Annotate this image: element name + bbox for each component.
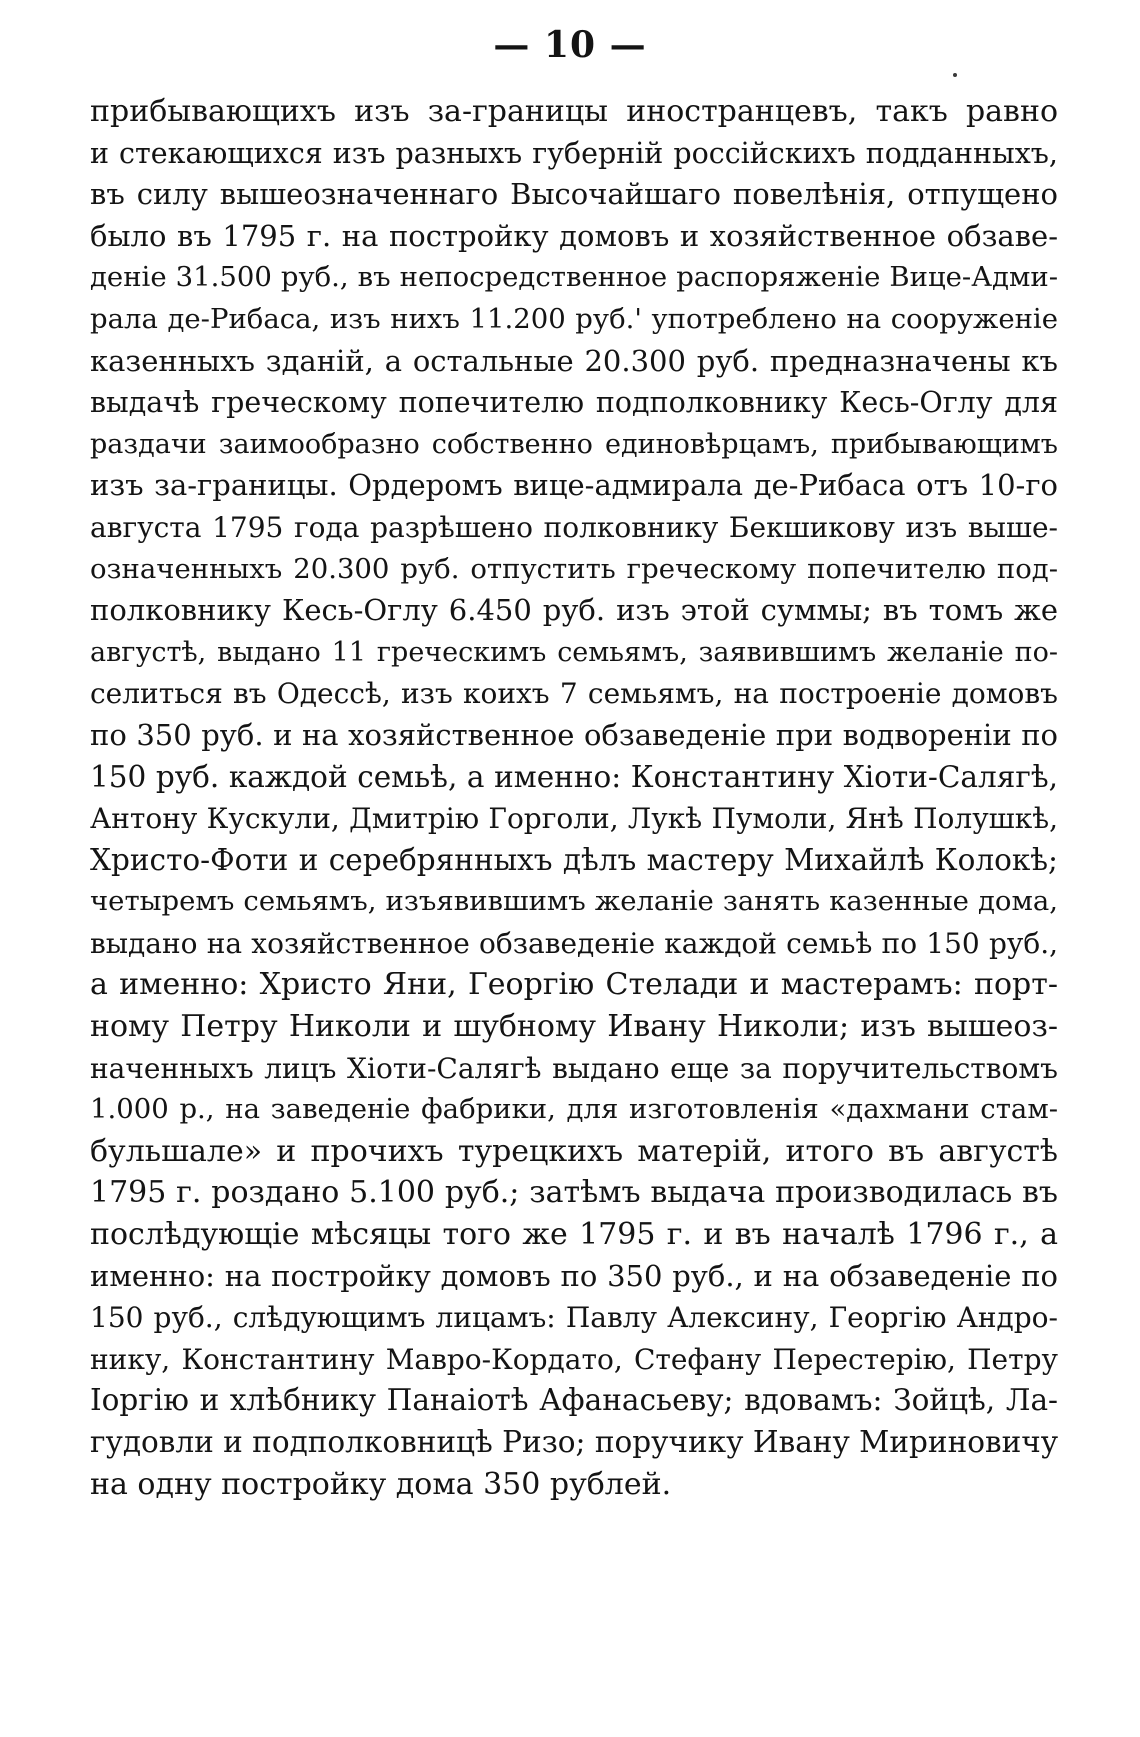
text-line: ному Петру Николи и шубному Ивану Николи; изъ вышеоз- xyxy=(90,1009,1058,1045)
text-line: четыремъ семьямъ, изъявившимъ желаніе занять казенные дома, xyxy=(90,885,1058,918)
text-line: прибывающихъ изъ за-границы иностранцевъ, такъ равно xyxy=(90,94,1058,129)
text-line: и стекающихся изъ разныхъ губерній россійскихъ подданныхъ, xyxy=(90,136,1058,170)
text-line: 150 руб., слѣдующимъ лицамъ: Павлу Алексину, Георгію Андро- xyxy=(90,1301,1058,1335)
text-line: выдано на хозяйственное обзаведеніе каждой семьѣ по 150 руб., xyxy=(90,926,1058,960)
text-line: на одну постройку дома 350 рублей. xyxy=(90,1466,672,1502)
body-text xyxy=(90,91,1058,1505)
text-line: рала де-Рибаса, изъ нихъ 11.200 руб.' употреблено на сооруженіе xyxy=(90,302,1058,335)
ink-speck xyxy=(953,73,957,77)
page-number: — 10 — xyxy=(493,24,647,66)
text-line: 1.000 р., на заведеніе фабрики, для изготовленія «дахмани стам- xyxy=(90,1093,1058,1126)
text-line: послѣдующіе мѣсяцы того же 1795 г. и въ началѣ 1796 г., а xyxy=(90,1217,1058,1253)
text-line: въ силу вышеозначеннаго Высочайшаго повелѣнія, отпущено xyxy=(90,177,1058,212)
text-line: Антону Кускули, Дмитрію Горголи, Лукѣ Пумоли, Янѣ Полушкѣ, xyxy=(90,802,1058,836)
text-line: изъ за-границы. Ордеромъ вице-адмирала де-Рибаса отъ 10-го xyxy=(90,468,1058,503)
text-line: казенныхъ зданій, а остальные 20.300 руб. предназначены къ xyxy=(90,343,1058,378)
text-line: раздачи заимообразно собственно единовѣрцамъ, прибывающимъ xyxy=(90,428,1058,460)
text-line: было въ 1795 г. на постройку домовъ и хозяйственное обзаве- xyxy=(90,218,1058,253)
text-line: а именно: Христо Яни, Георгію Стелади и мастерамъ: порт- xyxy=(90,967,1058,1003)
text-line: гудовли и подполковницѣ Ризо; поручику Ивану Мириновичу xyxy=(90,1425,1058,1459)
text-line: бульшале» и прочихъ турецкихъ матерій, итого въ августѣ xyxy=(90,1133,1058,1169)
text-line: наченныхъ лицъ Хіоти-Салягѣ выдано еще за поручительствомъ xyxy=(90,1051,1058,1085)
text-line: Христо-Фоти и серебрянныхъ дѣлъ мастеру Михайлѣ Колокѣ; xyxy=(90,842,1058,877)
text-line: полковнику Кесь-Оглу 6.450 руб. изъ этой суммы; въ томъ же xyxy=(90,593,1058,628)
text-line: августа 1795 года разрѣшено полковнику Бекшикову изъ выше- xyxy=(90,510,1058,544)
text-line: именно: на постройку домовъ по 350 руб., и на обзаведеніе по xyxy=(90,1258,1058,1293)
text-line: 150 руб. каждой семьѣ, а именно: Константину Хіоти-Салягѣ, xyxy=(90,759,1058,794)
text-line: выдачѣ греческому попечителю подполковнику Кесь-Оглу для xyxy=(90,386,1058,420)
text-line: селиться въ Одессѣ, изъ коихъ 7 семьямъ, на построеніе домовъ xyxy=(90,677,1058,711)
text-line: Іоргію и хлѣбнику Панаіотѣ Афанасьеву; вдовамъ: Зойцѣ, Ла- xyxy=(90,1383,1058,1418)
text-line: деніе 31.500 руб., въ непосредственное распоряженіе Вице-Адми- xyxy=(90,261,1058,294)
text-line: означенныхъ 20.300 руб. отпустить греческому попечителю под- xyxy=(90,552,1058,585)
text-line: по 350 руб. и на хозяйственное обзаведеніе при водвореніи по xyxy=(90,717,1058,752)
text-line: нику, Константину Мавро-Кордато, Стефану Перестерію, Петру xyxy=(90,1342,1058,1376)
text-line: августѣ, выдано 11 греческимъ семьямъ, заявившимъ желаніе по- xyxy=(90,636,1058,668)
text-line: 1795 г. роздано 5.100 руб.; затѣмъ выдача производилась въ xyxy=(90,1175,1058,1211)
